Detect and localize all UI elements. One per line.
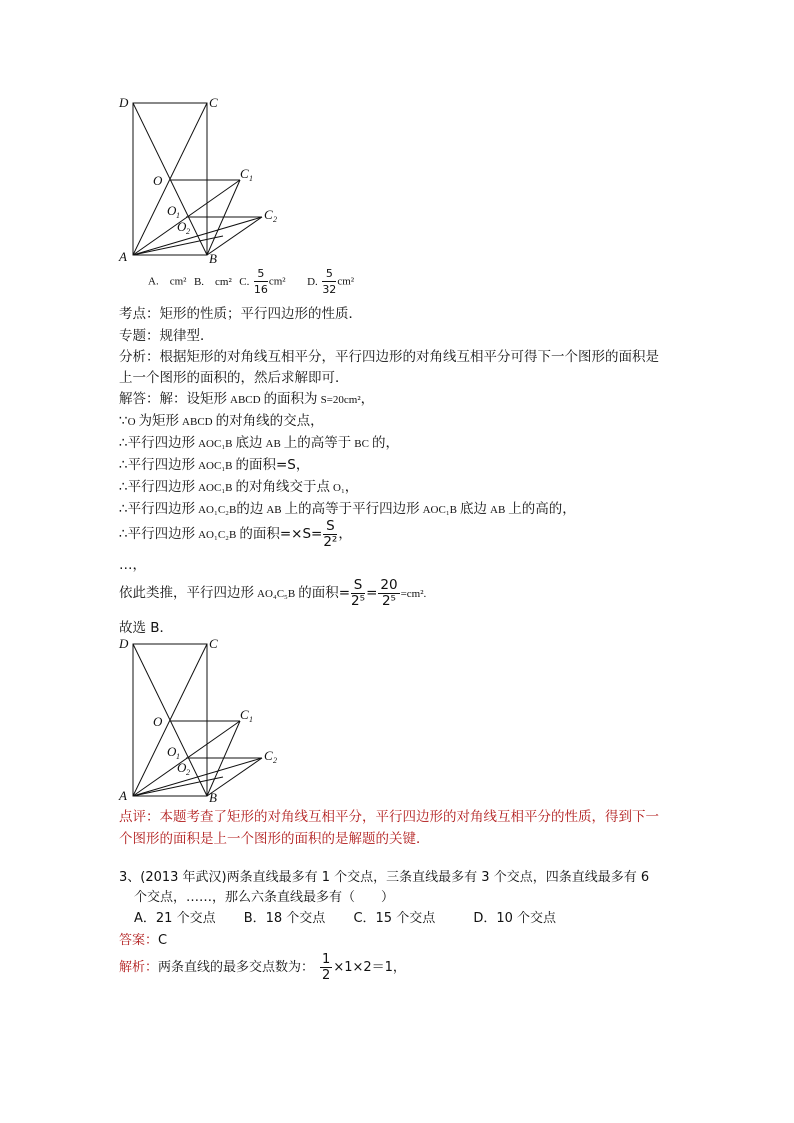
label-o1-sub: 1: [176, 211, 180, 220]
option-c-unit: cm²: [268, 275, 286, 288]
l6-numerator: S: [323, 519, 337, 535]
ellipsis-line: …，: [119, 557, 146, 573]
l2-e: 上的高等于: [283, 435, 352, 451]
geometry-figure-bottom: [115, 634, 290, 806]
l7-denominator-1: 2⁵: [351, 592, 366, 609]
comment-line-1: 点评：本题考查了矩形的对角线互相平分，平行四边形的对角线互相平分的性质，得到下一: [119, 809, 659, 825]
option-d-fraction: [322, 266, 336, 297]
l5-a: ∴平行四边形: [119, 501, 196, 517]
jieda-value: S=20cm²: [320, 394, 361, 406]
option-c-denominator: 16: [253, 283, 268, 296]
answer-label: 答案：: [119, 933, 159, 948]
label-c1-2: C: [240, 707, 249, 722]
label-c2-2: C: [264, 748, 273, 763]
l4-d: O₁: [333, 482, 345, 494]
label-c2-sub: 2: [273, 215, 277, 224]
l5-f: AOC₁B: [422, 504, 458, 516]
l7-a: 依此类推，平行四边形: [119, 585, 254, 601]
l7-numerator-1: S: [351, 578, 365, 594]
l7-denominator-2: 2⁵: [381, 592, 396, 609]
l2-g: 的，: [371, 435, 399, 451]
comment-line-2: 个图形的面积是上一个图形的面积的是解题的关键．: [119, 831, 430, 847]
l1-e: 的对角线的交点，: [215, 413, 324, 429]
l7-c: 的面积=: [298, 585, 351, 601]
l7-numerator-2: 20: [380, 576, 398, 593]
solution-line-2: [119, 434, 399, 453]
q3-option-a: A．21 个交点: [134, 911, 216, 926]
l2-f: BC: [354, 438, 369, 450]
l5-c: 的边: [236, 501, 264, 517]
solution-line-1: [119, 412, 324, 431]
analysis-denominator: 2: [322, 968, 331, 983]
label-d-2: D: [119, 636, 129, 651]
answer-value: C: [158, 933, 168, 948]
analysis-fraction: [320, 952, 332, 983]
label-c2: C: [264, 207, 273, 222]
label-c1-sub: 1: [249, 174, 253, 183]
label-b-2: B: [209, 790, 217, 805]
label-o1: O: [167, 203, 177, 218]
l1-b: O: [127, 416, 136, 428]
l5-b: AO₁C₂B: [198, 504, 237, 516]
segment-ac2-2: [133, 758, 262, 796]
l2-a: ∴平行四边形: [119, 435, 196, 451]
l7-b: AO₄C₅B: [257, 588, 296, 600]
fenxi-line-2: 上一个图形的面积的，然后求解即可．: [119, 370, 349, 386]
l3-a: ∴平行四边形: [119, 457, 196, 473]
l1-a: ∵: [119, 413, 128, 429]
solution-line-7: [119, 574, 426, 613]
l1-c: 为矩形: [138, 413, 180, 429]
solution-line-3: [119, 456, 309, 475]
l1-d: ABCD: [182, 416, 213, 428]
analysis-numerator: 1: [322, 952, 331, 967]
option-c-numerator: 5: [254, 266, 268, 282]
kaodian-line: 考点：矩形的性质；平行四边形的性质．: [119, 306, 362, 322]
option-b: B. cm²: [193, 275, 232, 288]
l5-e: 上的高等于平行四边形: [284, 501, 420, 517]
l5-g: 底边: [460, 501, 488, 517]
l3-c: 的面积=S，: [235, 457, 310, 473]
label-d: D: [119, 95, 129, 110]
fenxi-line-1: 分析：根据矩形的对角线互相平分，平行四边形的对角线互相平分可得下一个图形的面积是: [119, 349, 659, 365]
l5-h: AB: [490, 504, 506, 516]
option-d-unit: cm²: [337, 275, 355, 288]
l4-b: AOC₁B: [198, 482, 233, 494]
option-c-prefix: C.: [239, 275, 250, 288]
option-d-numerator: 5: [322, 266, 336, 282]
label-o2-sub: 2: [186, 227, 190, 236]
label-c1-sub-2: 1: [249, 715, 253, 724]
label-a-2: A: [119, 788, 127, 803]
option-a: A. cm²: [148, 275, 187, 288]
label-c-2: C: [209, 636, 218, 651]
l7-fraction-1: [351, 578, 365, 609]
l2-d: AB: [265, 438, 281, 450]
solution-line-4: [119, 478, 358, 497]
label-c2-sub-2: 2: [273, 756, 277, 765]
option-d-denominator: 32: [322, 283, 337, 296]
solution-line-6: [119, 514, 352, 555]
q3-option-c: C．15 个交点: [353, 911, 436, 926]
label-c: C: [209, 95, 218, 110]
l7-eq: =: [366, 585, 378, 601]
geometry-figure-top: [115, 93, 290, 268]
l6-denominator: 2²: [323, 533, 338, 550]
l6-fraction: [323, 519, 337, 550]
label-c1: C: [240, 166, 249, 181]
q3-option-b: B．18 个交点: [243, 911, 326, 926]
label-o2-2: O: [177, 760, 187, 775]
question3-line-1: 3、(2013 年武汉)两条直线最多有 1 个交点，三条直线最多有 3 个交点，四条直线最多有 6: [119, 870, 650, 885]
jieda-end: ，: [360, 391, 375, 407]
l4-a: ∴平行四边形: [119, 479, 196, 495]
l5-i: 上的高的，: [508, 501, 576, 517]
answer-options: [148, 266, 354, 297]
question3-analysis: [119, 948, 406, 988]
l4-c: 的对角线交于点: [235, 479, 330, 495]
analysis-text: 两条直线的最多交点数为：: [158, 960, 315, 975]
l2-b: AOC₁B: [198, 438, 233, 450]
l6-b: AO₁C₂B: [198, 529, 237, 541]
jieda-prefix: 解答：解：设矩形: [119, 391, 227, 407]
question3-line-2: 个交点，……，那么六条直线最多有（ ）: [134, 890, 395, 905]
jieda-line: [119, 390, 374, 409]
l6-c: 的面积=×S=: [239, 526, 323, 542]
label-o2-sub-2: 2: [186, 768, 190, 777]
l2-c: 底边: [235, 435, 263, 451]
option-d-prefix: D.: [307, 275, 318, 288]
q3-option-d: D．10 个交点: [473, 911, 557, 926]
question3-options: [134, 910, 556, 928]
jieda-abcd: ABCD: [230, 394, 261, 406]
jieda-mid: 的面积为: [263, 391, 318, 407]
l4-e: ，: [344, 479, 359, 495]
analysis-label: 解析：: [119, 960, 159, 975]
label-o-2: O: [153, 714, 163, 729]
label-o1-sub-2: 1: [176, 752, 180, 761]
l6-a: ∴平行四边形: [119, 526, 196, 542]
l3-b: AOC₁B: [198, 460, 233, 472]
label-o1-2: O: [167, 744, 177, 759]
l6-end: ，: [338, 526, 352, 542]
option-c-fraction: [254, 266, 268, 297]
analysis-tail: ×1×2＝1，: [333, 960, 406, 975]
label-a: A: [119, 249, 127, 264]
segment-ac2: [133, 217, 262, 255]
label-b: B: [209, 251, 217, 266]
zhuanti-line: 专题：规律型．: [119, 328, 214, 344]
label-o: O: [153, 173, 163, 188]
answer-line: 故选 B．: [119, 620, 174, 636]
l5-d: AB: [266, 504, 282, 516]
label-o2: O: [177, 219, 187, 234]
l7-end: =cm².: [400, 588, 427, 600]
l7-fraction-2: [378, 578, 399, 609]
